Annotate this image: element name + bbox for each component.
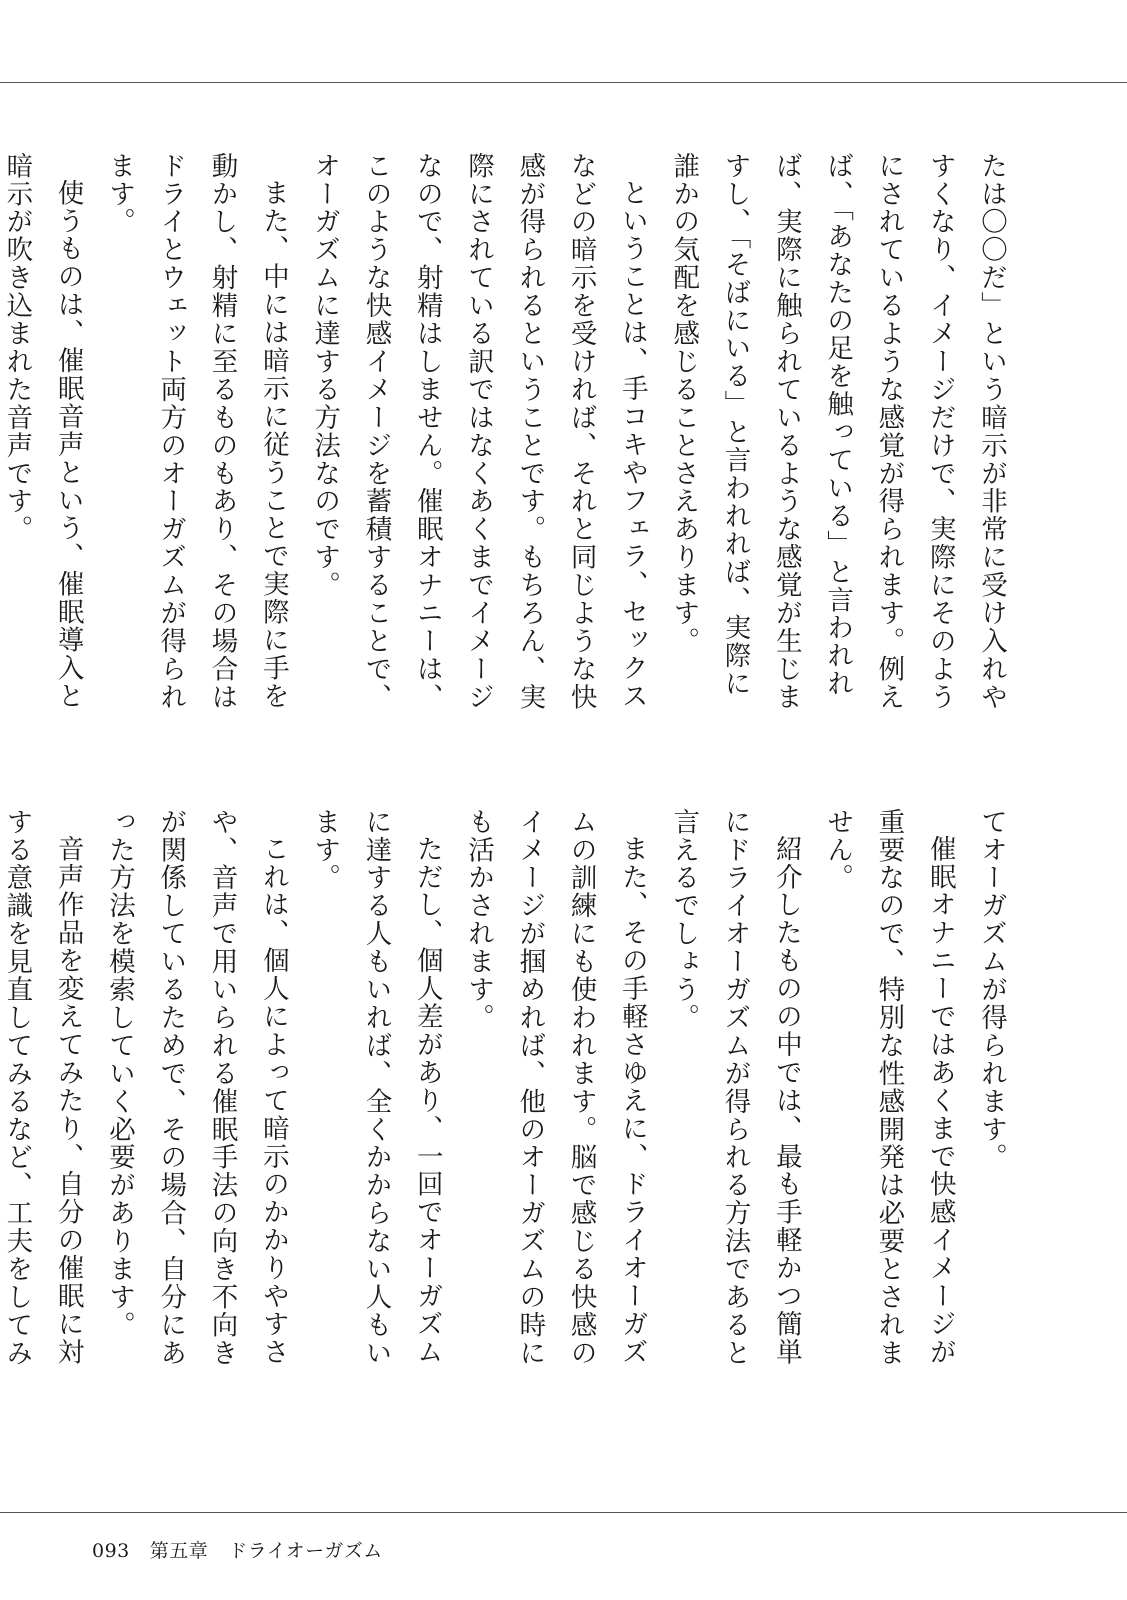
chapter-title: ドライオーガズム xyxy=(228,1540,383,1562)
paragraph: これは、個人によって暗示のかかりやすさ や、音声で用いられる催眠手法の向き不向き が関係しているためで、その場合、自分にあ った方法を模索していく必要があります。 xyxy=(103,808,289,1367)
paragraph: ただし、個人差があり、一回でオーガズム に達する人もいれば、全くかからない人もい ます。 xyxy=(309,808,443,1367)
upper-text-column xyxy=(1,152,1017,790)
page-number: 093 xyxy=(92,1540,130,1562)
paragraph: 音声作品を変えてみたり、自分の催眠に対 する意識を見直してみるなど、工夫をしてみ xyxy=(1,808,84,1367)
lower-text-column xyxy=(1,808,1017,1446)
paragraph: てオーガズムが得られます。 xyxy=(976,808,1007,1172)
paragraph: また、その手軽さゆえに、ドライオーガズ ムの訓練にも使われます。脳で感じる快感の イメージが掴めれば、他のオーガズムの時に も活かされます。 xyxy=(463,808,648,1367)
header-rule xyxy=(0,82,1127,83)
paragraph: 紹介したものの中では、最も手軽かつ簡単 にドライオーガズムが得られる方法であると 言えるでしょう。 xyxy=(668,808,802,1367)
paragraph: 催眠オナニーではあくまで快感イメージが 重要なので、特別な性感開発は必要とされま せん。 xyxy=(822,808,956,1367)
running-footer xyxy=(92,1536,383,1563)
paragraph: また、中には暗示に従うことで実際に手を 動かし、射精に至るものもあり、その場合は ドライとウェット両方のオーガズムが得られ ます。 xyxy=(103,152,289,711)
paragraph: ということは、手コキやフェラ、セックス などの暗示を受ければ、それと同じような快 感が得られるということです。もちろん、実 際にされている訳ではなくあくまでイメージ なので、射精はしません。催眠オナニーは、 このような快感イメージを蓄積することで、 オーガズムに達する方法なのです。 xyxy=(309,152,648,711)
footer-rule xyxy=(0,1512,1127,1513)
paragraph: たは〇〇だ」という暗示が非常に受け入れや すくなり、イメージだけで、実際にそのよう にされているような感覚が得られます。例え ば、「あなたの足を触っている」と言われれ ば、実際に触られているような感覚が生じま すし、「そばにいる」と言われれば、実際に 誰かの気配を感じることさえあります。 xyxy=(668,152,1007,711)
chapter-number: 第五章 xyxy=(149,1540,209,1562)
paragraph: 使うものは、催眠音声という、催眠導入と 暗示が吹き込まれた音声です。 xyxy=(1,152,84,710)
